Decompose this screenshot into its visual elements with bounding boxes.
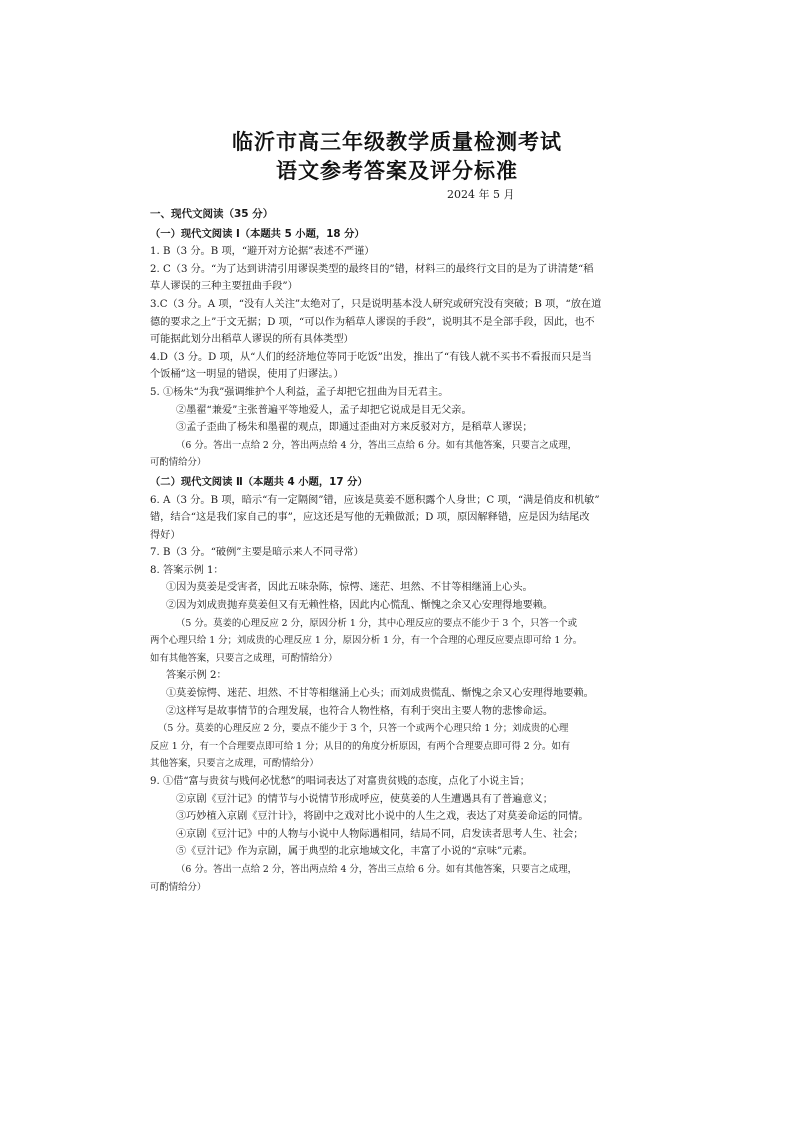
answer-q8-heading: 8. 答案示例 1：	[150, 564, 224, 576]
answer-q5-line1: 5. ①杨朱“为我”强调维护个人利益，孟子却把它扭曲为目无君主。	[150, 386, 449, 398]
scoring-note-q9-cont: 可酌情给分）	[150, 881, 207, 893]
answer-q1: 1. B（3 分。B 项，“避开对方论据”表述不严谨）	[150, 246, 375, 258]
answer-q6-line3: 得好）	[150, 529, 181, 541]
scoring-note-q8-ex2: （5 分。莫姜的心理反应 2 分，要点不能少于 3 个，只答一个或两个心理只给 1 分；刘成贵的心理	[158, 723, 569, 735]
answer-q5-line2: ②墨翟“兼爱”主张普遍平等地爱人，孟子却把它说成是目无父亲。	[176, 404, 472, 416]
answer-q9-line5: ⑤《豆汁记》作为京剧，属于典型的北京地域文化，丰富了小说的“京味”元素。	[176, 846, 533, 858]
part2-heading: （二）现代文阅读 Ⅱ（本题共 4 小题，17 分）	[150, 475, 368, 488]
scoring-note-q8-ex2-cont: 反应 1 分，有一个合理要点即可给 1 分；从目的的角度分析原因，有两个合理要点即可得 2 分。如有	[150, 740, 571, 752]
page-title: 临沂市高三年级教学质量检测考试	[232, 130, 562, 154]
answer-q8-example2-point2: ②这样写是故事情节的合理发展，也符合人物性格，有利于突出主要人物的悲惨命运。	[166, 705, 554, 717]
scoring-note-q9: （6 分。答出一点给 2 分，答出两点给 4 分，答出三点给 6 分。如有其他答案，只要言之成理，	[176, 863, 577, 875]
answer-q6-line1: 6. A（3 分。B 项，暗示“有一定隔阂”错，应该是莫姜不愿积露个人身世；C 项，“满是俏皮和机敏”	[150, 494, 600, 506]
scoring-note-q8-ex2-cont2: 其他答案，只要言之成理，可酌情给分）	[150, 758, 319, 770]
answer-q9-line4: ④京剧《豆汁记》中的人物与小说中人物际遇相同，结局不同，启发读者思考人生、社会；	[176, 828, 584, 840]
answer-q3-line2: 德的要求之上”于文无据；D 项，“可以作为稻草人谬误的手段”，说明其不是全部手段，因此，也不	[150, 316, 595, 328]
answer-q4-line1: 4.D（3 分。D 项，从“人们的经济地位等同于吃饭”出发，推出了“有钱人就不买书不看报而只是当	[150, 351, 592, 363]
answer-q6-line2: 错，结合“这是我们家自己的事”，应这还是写他的无赖做派；D 项，原因解释错，应是因为结尾改	[150, 512, 590, 524]
scoring-note-q8-ex1-cont: 两个心理只给 1 分；刘成贵的心理反应 1 分，原因分析 1 分，有一个合理的心理反应要点即可给 1 分。	[150, 635, 583, 647]
part1-heading: （一）现代文阅读 Ⅰ（本题共 5 小题，18 分）	[150, 227, 365, 240]
scoring-note-q5-cont: 可酌情给分）	[150, 457, 207, 469]
answer-q7: 7. B（3 分。“破例”主要是暗示来人不同寻常）	[150, 547, 364, 559]
answer-q3-line1: 3.C（3 分。A 项，“没有人关注”太绝对了，只是说明基本没人研究或研究没有突破；B 项，“放在道	[150, 298, 602, 310]
exam-date: 2024 年 5 月	[447, 188, 515, 201]
answer-q9-line2: ②京剧《豆汁记》的情节与小说情节形成呼应，使莫姜的人生遭遇具有了普遍意义；	[176, 793, 553, 805]
answer-q8-example2-point1: ①莫姜惊愕、迷茫、坦然、不甘等相继涌上心头；而刘成贵慌乱、惭愧之余又心安理得地要赖。	[166, 688, 594, 700]
answer-q4-line2: 个饭桶”这一明显的错误，使用了归谬法。）	[150, 369, 344, 381]
answer-q3-line3: 可能据此划分出稻草人谬误的所有具体类型）	[150, 334, 354, 346]
answer-q8-example1-point1: ①因为莫姜是受害者，因此五味杂陈，惊愕、迷茫、坦然、不甘等相继涌上心头。	[166, 582, 533, 594]
scoring-note-q5: （6 分。答出一点给 2 分，答出两点给 4 分，答出三点给 6 分。如有其他答案，只要言之成理，	[176, 439, 577, 451]
answer-q8-example1-point2: ②因为刘成贵抛弃莫姜但又有无赖性格，因此内心慌乱、惭愧之余又心安理得地要赖。	[166, 600, 554, 612]
answer-q2-line2: 草人谬误的三种主要扭曲手段”）	[150, 281, 298, 293]
scoring-note-q8-ex1-cont2: 如有其他答案，只要言之成理，可酌情给分）	[150, 652, 338, 664]
answer-q2-line1: 2. C（3 分。“为了达到讲清引用谬误类型的最终目的”错，材料三的最终行文目的是为了讲清楚“稻	[150, 263, 594, 275]
answer-content	[150, 206, 650, 896]
answer-q8-example2-heading: 答案示例 2：	[166, 670, 227, 682]
page-subtitle: 语文参考答案及评分标准	[276, 159, 518, 183]
scoring-note-q8-ex1: （5 分。莫姜的心理反应 2 分，原因分析 1 分，其中心理反应的要点不能少于 3 个，只答一个或	[176, 617, 577, 629]
answer-q5-line3: ③孟子歪曲了杨朱和墨翟的观点，即通过歪曲对方来反驳对方，是稻草人谬误；	[176, 422, 533, 434]
section-heading: 一、现代文阅读（35 分）	[150, 208, 274, 220]
answer-q9-line1: 9. ①借“富与贵贫与贱何必忧愁”的唱词表达了对富贵贫贱的态度，点化了小说主旨；	[150, 776, 530, 787]
answer-q9-line3: ③巧妙植入京剧《豆汁计》，将剧中之戏对比小说中的人生之戏，表达了对莫姜命运的同情。	[176, 811, 589, 823]
